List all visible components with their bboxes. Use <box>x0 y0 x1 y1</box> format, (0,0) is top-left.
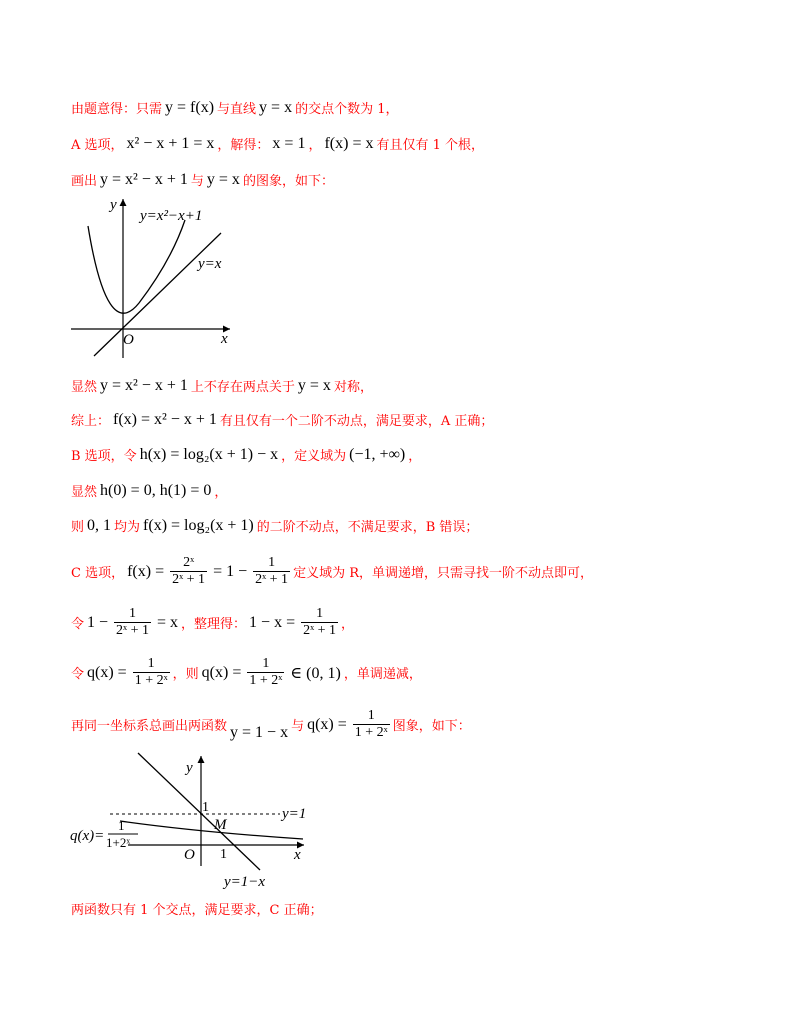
text-line-1 <box>71 98 398 117</box>
text-segment: 的图象，如下： <box>242 174 334 189</box>
math-expression: y = x <box>259 98 293 116</box>
text-line-9 <box>71 555 593 588</box>
math-expression: f(x) = log₂(x + 1) <box>143 516 254 534</box>
fraction-denominator: 1 + 2ˣ <box>354 725 388 740</box>
text-segment: C 选项， <box>71 566 125 581</box>
fraction-denominator: 2ˣ + 1 <box>172 572 206 587</box>
one-on-x-axis: 1 <box>220 847 227 862</box>
x-axis-label: x <box>294 847 301 863</box>
text-segment: 的交点个数为 1， <box>295 102 399 117</box>
fraction-denominator: 2ˣ + 1 <box>303 623 337 638</box>
math-expression: q(x) = <box>201 663 242 681</box>
q-function-label: q(x)= <box>70 828 105 844</box>
one-on-y-axis: 1 <box>202 800 209 815</box>
fraction <box>133 656 170 689</box>
text-segment: 令 <box>71 667 85 682</box>
line-y-equals-1-minus-x <box>138 753 260 870</box>
text-line-5 <box>71 410 493 429</box>
text-segment: 再同一坐标系总画出两函数 <box>71 719 228 734</box>
hline-label: y=1 <box>282 806 307 822</box>
text-segment: 定义域为 R，单调递增，只需寻找一阶不动点即可， <box>293 566 593 581</box>
text-line-2 <box>71 134 484 153</box>
fraction-numerator: 1 <box>147 656 155 671</box>
math-expression: q(x) = <box>307 715 347 733</box>
fraction <box>253 555 290 588</box>
math-expression: ∈ (0, 1) <box>290 664 341 682</box>
text-segment: 两函数只有 1 个交点，满足要求，C 正确； <box>71 903 323 918</box>
fraction <box>114 606 151 639</box>
fraction-numerator: 2ˣ <box>183 555 195 570</box>
y-axis-label: y <box>110 197 117 213</box>
math-expression: x² − x + 1 = x <box>126 134 215 152</box>
parabola-curve <box>88 220 185 313</box>
curve-label: y=x²−x+1 <box>140 208 203 224</box>
text-line-6 <box>71 445 421 464</box>
fraction-numerator: 1 <box>129 606 137 621</box>
figure-parabola-and-line <box>68 193 238 363</box>
math-expression: y = x <box>297 376 331 394</box>
fraction-denominator: 2ˣ + 1 <box>255 572 289 587</box>
text-segment: ，单调递减， <box>343 667 422 682</box>
math-expression: x = 1 <box>272 134 306 152</box>
line-label: y=1−x <box>224 874 266 890</box>
math-expression: h(x) = log₂(x + 1) − x <box>139 445 279 463</box>
math-expression: y = x² − x + 1 <box>100 376 188 394</box>
text-line-3 <box>71 170 334 189</box>
x-axis-label: x <box>221 331 228 347</box>
text-segment: 均为 <box>114 520 141 535</box>
fraction-numerator: 1 <box>316 606 324 621</box>
fraction-numerator: 1 <box>367 708 375 723</box>
text-segment: 的二阶不动点，不满足要求，B 错误； <box>256 520 479 535</box>
text-segment: 对称， <box>333 380 373 395</box>
text-segment: 上不存在两点关于 <box>190 380 295 395</box>
fraction <box>170 555 207 588</box>
math-expression: 1 − <box>87 613 109 631</box>
text-segment: A 选项， <box>71 138 124 153</box>
text-segment: 与 <box>190 174 204 189</box>
text-segment: ，解得： <box>217 138 270 153</box>
figure-line-and-q-curve <box>68 748 318 893</box>
math-expression: f(x) = x <box>324 134 374 152</box>
math-expression: = 1 − <box>213 562 248 580</box>
math-expression: y = 1 − x <box>230 723 289 741</box>
origin-label: O <box>184 847 195 863</box>
text-line-8 <box>71 516 478 535</box>
line-label: y=x <box>198 256 222 272</box>
fraction-numerator: 1 <box>262 656 270 671</box>
text-line-10 <box>71 606 354 639</box>
math-expression: 0, 1 <box>87 516 112 534</box>
text-line-11 <box>71 656 422 689</box>
text-segment: 令 <box>71 617 85 632</box>
text-line-13 <box>71 899 323 918</box>
text-segment: 显然 <box>71 485 98 500</box>
math-expression: f(x) = <box>127 562 165 580</box>
math-expression: (−1, +∞) <box>349 445 406 463</box>
math-expression: 1 − x = <box>249 613 296 631</box>
text-segment: 图象，如下： <box>392 719 471 734</box>
text-segment: ， <box>408 449 422 464</box>
text-segment: ， <box>214 485 228 500</box>
text-segment: ，定义域为 <box>281 449 347 464</box>
text-segment: 由题意得：只需 <box>71 102 163 117</box>
text-segment: ，则 <box>172 667 199 682</box>
math-expression: = x <box>157 613 179 631</box>
fraction <box>247 656 284 689</box>
math-expression: q(x) = <box>87 663 127 681</box>
math-expression: y = x² − x + 1 <box>100 170 188 188</box>
text-line-4 <box>71 376 373 395</box>
text-segment: 综上： <box>71 414 111 429</box>
fraction-denominator: 2ˣ + 1 <box>116 623 149 638</box>
text-segment: 则 <box>71 520 85 535</box>
y-axis-label: y <box>186 760 193 776</box>
text-segment: 显然 <box>71 380 98 395</box>
fraction-denominator: 1 + 2ˣ <box>249 673 283 688</box>
math-expression: y = f(x) <box>165 98 215 116</box>
fraction <box>353 708 390 741</box>
origin-label: O <box>123 332 134 348</box>
text-segment: 画出 <box>71 174 98 189</box>
fraction-denominator: 1 + 2ˣ <box>134 673 168 688</box>
math-expression: h(0) = 0, h(1) = 0 <box>100 481 212 499</box>
line-y-equals-x <box>94 233 221 356</box>
math-expression: y = x <box>206 170 240 188</box>
text-segment: 与 <box>291 719 305 734</box>
q-denominator: 1+2ˣ <box>106 835 131 850</box>
text-segment: 有且仅有 1 个根， <box>376 138 485 153</box>
text-line-7 <box>71 481 227 500</box>
fraction-numerator: 1 <box>268 555 276 570</box>
math-expression: f(x) = x² − x + 1 <box>113 410 217 428</box>
text-segment: ， <box>341 617 355 632</box>
text-segment: B 选项，令 <box>71 449 137 464</box>
q-numerator: 1 <box>118 818 125 833</box>
intersection-label: M <box>214 817 227 833</box>
text-segment: ， <box>308 138 322 153</box>
text-line-12 <box>71 708 471 741</box>
text-segment: ，整理得： <box>181 617 247 632</box>
text-segment: 有且仅有一个二阶不动点，满足要求，A 正确； <box>219 414 494 429</box>
fraction <box>301 606 338 639</box>
text-segment: 与直线 <box>217 102 257 117</box>
